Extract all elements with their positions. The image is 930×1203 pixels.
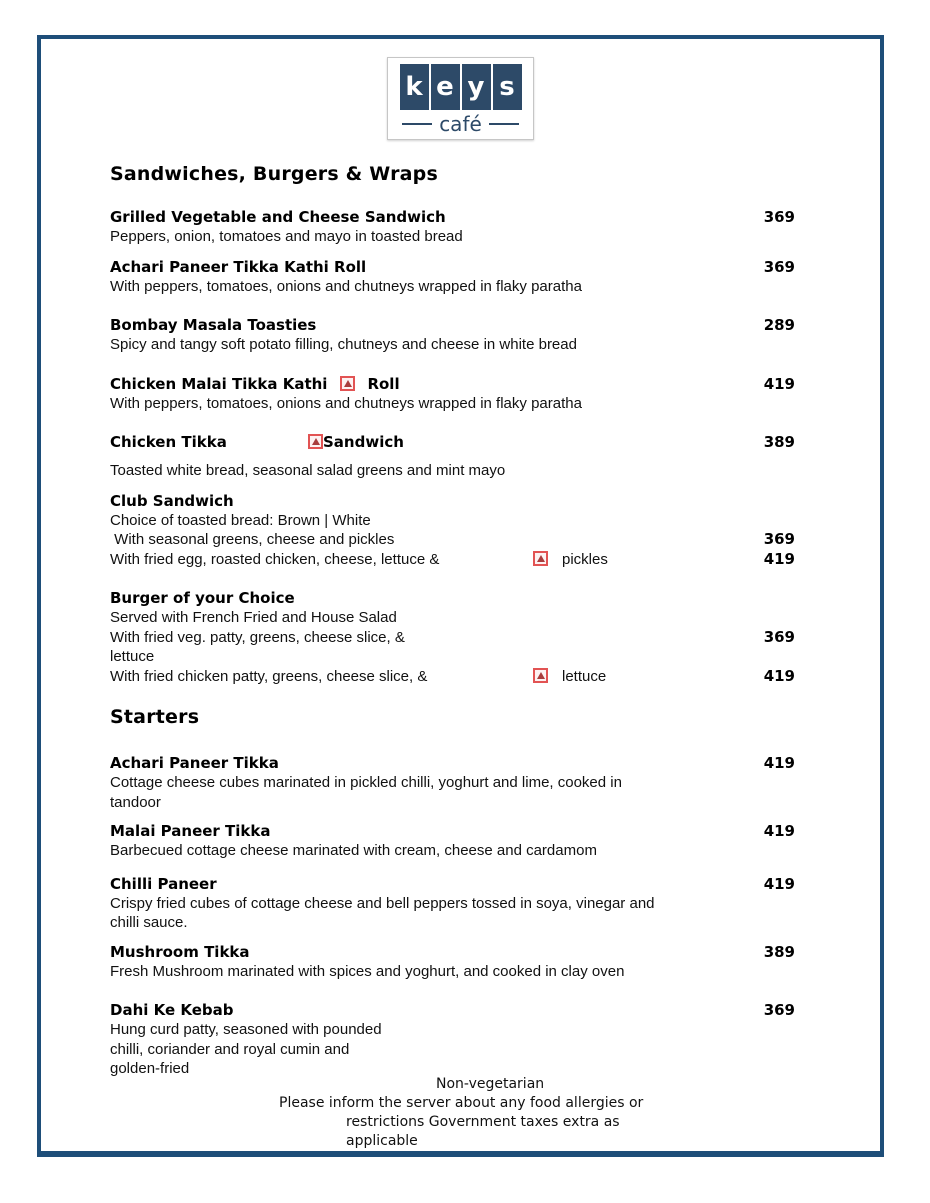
text-run: Chicken Malai Tikka Kathi (110, 374, 328, 393)
item-desc (110, 962, 735, 982)
text-run: Cottage cheese cubes marinated in pickled chilli, yoghurt and lime, cooked in (110, 774, 622, 791)
text-run: Choice of toasted bread: Brown | White (110, 511, 371, 529)
menu-item (110, 753, 795, 812)
text-run: Served with French Fried and House Salad (110, 609, 397, 626)
text-run: Malai Paneer Tikka (110, 822, 271, 840)
item-price (735, 773, 795, 793)
item-desc (110, 511, 735, 531)
item-desc (110, 277, 735, 297)
item-desc (110, 550, 735, 570)
menu-item (110, 432, 795, 481)
item-desc-row (110, 894, 795, 914)
item-name (110, 1000, 735, 1020)
spacer (327, 388, 340, 389)
item-price: 419 (763, 754, 795, 772)
item-desc (110, 394, 735, 414)
text-run: Crispy fried cubes of cottage cheese and bell peppers tossed in soya, vinegar and (110, 894, 655, 912)
item-title-row (110, 588, 795, 608)
text-run: Chilli Paneer (110, 874, 217, 893)
item-name (110, 257, 735, 277)
footer-line: applicable (346, 1133, 418, 1149)
item-desc-row (110, 394, 795, 414)
item-price: 419 (763, 549, 795, 568)
item-price (735, 962, 795, 982)
item-price: 419 (763, 374, 795, 393)
item-title-row (110, 753, 795, 773)
logo-line-right (489, 123, 519, 125)
item-desc-row (110, 227, 795, 247)
item-name (110, 207, 735, 227)
menu-item (110, 491, 795, 570)
item-desc-row (110, 550, 795, 570)
text-run: tandoor (110, 793, 161, 811)
item-title-row (110, 374, 795, 394)
text-run: Peppers, onion, tomatoes and mayo in toasted bread (110, 228, 463, 245)
item-name (110, 821, 735, 841)
text-run: Chicken Tikka (110, 433, 227, 451)
section-title: Starters (110, 706, 200, 728)
item-name (110, 942, 735, 962)
item-price: 389 (763, 942, 795, 961)
logo-letter: s (499, 72, 515, 102)
item-title-row (110, 315, 795, 335)
text-run: With fried chicken patty, greens, cheese slice, & (110, 667, 428, 685)
text-run: golden-fried (110, 1060, 190, 1077)
item-desc (110, 913, 735, 933)
text-run: Achari Paneer Tikka Kathi Roll (110, 257, 367, 276)
item-price (735, 1040, 795, 1060)
item-price (735, 491, 795, 511)
text-run: Toasted white bread, seasonal salad greens and mint mayo (110, 462, 506, 479)
text-run: Fresh Mushroom marinated with spices and yoghurt, and cooked in clay oven (110, 962, 625, 980)
logo-letter: e (436, 72, 454, 102)
item-title-row (110, 432, 795, 452)
item-desc-row (110, 913, 795, 933)
non-veg-icon (340, 376, 355, 391)
item-title-row (110, 821, 795, 841)
menu-section (110, 163, 795, 686)
item-price (735, 841, 795, 861)
item-price: 419 (763, 874, 795, 893)
item-title-row (110, 257, 795, 277)
text-run: Grilled Vegetable and Cheese Sandwich (110, 208, 446, 226)
item-price (735, 1020, 795, 1040)
item-desc-row (110, 962, 795, 982)
menu-section (110, 706, 795, 1079)
non-veg-icon (533, 551, 548, 566)
item-desc-row (110, 841, 795, 861)
item-price (735, 394, 795, 414)
menu (110, 159, 795, 1079)
logo-letter-box (462, 64, 491, 110)
spacer (548, 563, 562, 564)
item-desc (110, 1040, 735, 1060)
item-desc-row (110, 667, 795, 687)
item-price: 419 (763, 666, 795, 685)
logo-letter: y (467, 72, 485, 102)
text-run: pickles (562, 550, 608, 568)
section-title: Sandwiches, Burgers & Wraps (110, 163, 438, 185)
abs-chunk (308, 432, 404, 452)
menu-item (110, 942, 795, 982)
footer-line: Non-vegetarian (436, 1076, 545, 1092)
logo-cafe-row (402, 113, 519, 135)
item-name (110, 374, 735, 394)
non-veg-icon (308, 434, 323, 449)
item-price (735, 461, 795, 481)
item-desc (110, 227, 735, 247)
item-desc-row (110, 511, 795, 531)
item-price: 369 (763, 530, 795, 548)
item-price: 419 (763, 822, 795, 840)
item-desc (110, 530, 735, 550)
menu-item (110, 874, 795, 933)
item-price (735, 227, 795, 247)
menu-item (110, 207, 795, 247)
item-name (110, 874, 735, 894)
item-title-row (110, 207, 795, 227)
item-desc (110, 461, 735, 481)
item-desc-row (110, 647, 795, 667)
item-desc (110, 628, 735, 648)
logo-letter-row (400, 64, 522, 110)
logo-subtitle: café (439, 112, 482, 136)
item-price (735, 647, 795, 667)
text-run: Dahi Ke Kebab (110, 1001, 234, 1019)
keys-cafe-logo (387, 57, 534, 140)
item-name (110, 432, 735, 452)
text-run: Roll (367, 374, 400, 393)
item-desc-row (110, 530, 795, 550)
text-run: Sandwich (323, 433, 404, 451)
item-desc-row (110, 335, 795, 355)
item-title-row (110, 874, 795, 894)
item-desc (110, 608, 735, 628)
item-price (735, 913, 795, 933)
item-desc-row (110, 628, 795, 648)
item-desc (110, 667, 735, 687)
item-desc (110, 335, 735, 355)
item-desc (110, 894, 735, 914)
item-price (735, 277, 795, 297)
item-title-row (110, 491, 795, 511)
item-price: 369 (763, 208, 795, 226)
footer (41, 1075, 880, 1151)
text-run: Burger of your Choice (110, 589, 295, 607)
non-veg-icon (533, 668, 548, 683)
spacer (355, 388, 367, 389)
item-price (735, 588, 795, 608)
text-run: chilli sauce. (110, 914, 188, 931)
text-run: With fried veg. patty, greens, cheese slice, & (110, 628, 405, 646)
text-run: chilli, coriander and royal cumin and (110, 1040, 350, 1058)
item-name (110, 315, 735, 335)
text-run: Barbecued cottage cheese marinated with cream, cheese and cardamom (110, 842, 597, 859)
text-run: lettuce (110, 648, 155, 665)
item-desc-row (110, 461, 795, 481)
abs-chunk (533, 667, 606, 687)
spacer (548, 680, 562, 681)
logo-letter: k (405, 72, 423, 102)
logo-letter-box (400, 64, 429, 110)
menu-item (110, 588, 795, 686)
item-price: 289 (763, 316, 795, 334)
menu-item (110, 257, 795, 297)
item-price: 369 (763, 257, 795, 276)
text-run: Achari Paneer Tikka (110, 754, 279, 772)
item-desc (110, 1020, 735, 1040)
item-desc-row (110, 773, 795, 793)
logo-letter-box (493, 64, 522, 110)
item-desc-row (110, 1020, 795, 1040)
logo-line-left (402, 123, 432, 125)
item-desc-row (110, 608, 795, 628)
menu-item (110, 1000, 795, 1079)
text-run: Hung curd patty, seasoned with pounded (110, 1021, 382, 1038)
text-run: Club Sandwich (110, 491, 234, 510)
item-desc-row (110, 793, 795, 813)
logo-letter-box (431, 64, 460, 110)
menu-page-border (37, 35, 884, 1157)
item-price: 369 (763, 627, 795, 646)
item-name (110, 491, 735, 511)
item-name (110, 753, 735, 773)
item-desc (110, 793, 735, 813)
item-price (735, 793, 795, 813)
text-run: Mushroom Tikka (110, 942, 250, 961)
item-price (735, 894, 795, 914)
text-run: With peppers, tomatoes, onions and chutneys wrapped in flaky paratha (110, 277, 582, 295)
item-title-row (110, 942, 795, 962)
text-run: Bombay Masala Toasties (110, 316, 317, 334)
menu-item (110, 821, 795, 861)
item-name (110, 588, 735, 608)
abs-chunk (533, 550, 608, 570)
item-title-row (110, 1000, 795, 1020)
item-price (735, 335, 795, 355)
item-desc-row (110, 277, 795, 297)
item-desc (110, 773, 735, 793)
item-price: 389 (763, 433, 795, 451)
footer-line: restrictions Government taxes extra as (346, 1114, 620, 1130)
menu-item (110, 374, 795, 414)
item-price (735, 608, 795, 628)
footer-line: Please inform the server about any food allergies or (279, 1095, 644, 1111)
item-desc (110, 841, 735, 861)
text-run: Spicy and tangy soft potato filling, chutneys and cheese in white bread (110, 336, 577, 353)
text-run: With fried egg, roasted chicken, cheese, lettuce & (110, 550, 440, 568)
text-run: lettuce (562, 667, 607, 685)
item-price: 369 (763, 1001, 795, 1019)
item-price (735, 511, 795, 531)
text-run: With peppers, tomatoes, onions and chutneys wrapped in flaky paratha (110, 394, 582, 412)
item-desc (110, 647, 735, 667)
item-desc-row (110, 1040, 795, 1060)
text-run: With seasonal greens, cheese and pickles (110, 531, 395, 548)
menu-item (110, 315, 795, 355)
